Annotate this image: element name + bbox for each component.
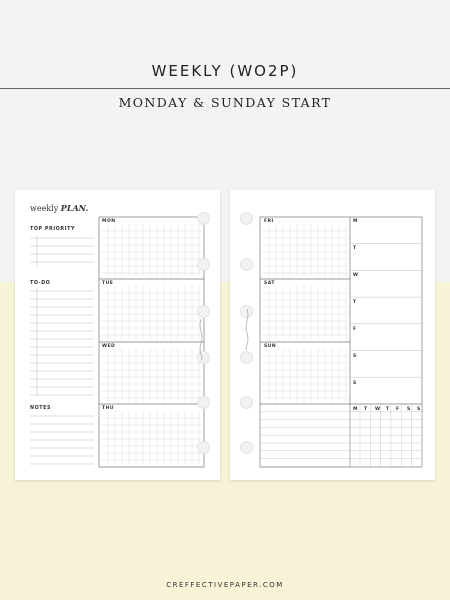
planner-page-left xyxy=(15,190,220,480)
ring-hole-left-6 xyxy=(197,441,210,454)
top-priority-label: TOP PRIORITY xyxy=(30,227,76,232)
tracker-letter-t2: T xyxy=(386,407,390,412)
notes-label: NOTES xyxy=(30,406,52,411)
tracker-letter-s2: S xyxy=(417,407,421,412)
todo-label: TO-DO xyxy=(30,281,51,286)
ring-hole-right-1 xyxy=(240,212,253,225)
ring-hole-right-2 xyxy=(240,258,253,271)
tracker-letter-m: M xyxy=(353,407,358,412)
day-label-thu: THU xyxy=(102,406,114,411)
tracker-letter-f: F xyxy=(396,407,400,412)
day-label-fri: FRI xyxy=(264,219,274,224)
day-label-sat: SAT xyxy=(264,281,275,286)
ring-hole-left-5 xyxy=(197,396,210,409)
week-letter-t2: T xyxy=(353,300,357,305)
week-letter-s1: S xyxy=(353,354,357,359)
ring-hole-right-6 xyxy=(240,441,253,454)
week-letter-s2: S xyxy=(353,381,357,386)
planner-page-right xyxy=(230,190,435,480)
tracker-letter-w: W xyxy=(375,407,380,412)
right-page-lines xyxy=(230,190,435,480)
day-label-tue: TUE xyxy=(102,281,114,286)
title-divider xyxy=(0,88,450,89)
week-letter-f: F xyxy=(353,327,357,332)
week-letter-w: W xyxy=(353,273,358,278)
brand-mark-right xyxy=(244,307,250,351)
ring-hole-left-1 xyxy=(197,212,210,225)
ring-hole-left-2 xyxy=(197,258,210,271)
page-title: WEEKLY (WO2P) xyxy=(151,62,299,80)
brand-mark-left xyxy=(198,317,204,361)
week-letter-t1: T xyxy=(353,246,357,251)
left-page-lines xyxy=(15,190,220,480)
ring-hole-right-4 xyxy=(240,351,253,364)
day-label-wed: WED xyxy=(102,344,116,349)
tracker-letter-s1: S xyxy=(407,407,411,412)
tracker-letter-t1: T xyxy=(364,407,368,412)
page-subtitle: MONDAY & SUNDAY START xyxy=(118,95,332,110)
weekly-plan-title-word: weekly xyxy=(30,204,59,213)
week-letter-m: M xyxy=(353,219,358,224)
ring-hole-right-5 xyxy=(240,396,253,409)
footer-url: CREFFECTIVEPAPER.COM xyxy=(166,581,284,589)
day-label-sun: SUN xyxy=(264,344,277,349)
weekly-plan-title-bold: PLAN. xyxy=(60,203,89,213)
day-label-mon: MON xyxy=(102,219,116,224)
